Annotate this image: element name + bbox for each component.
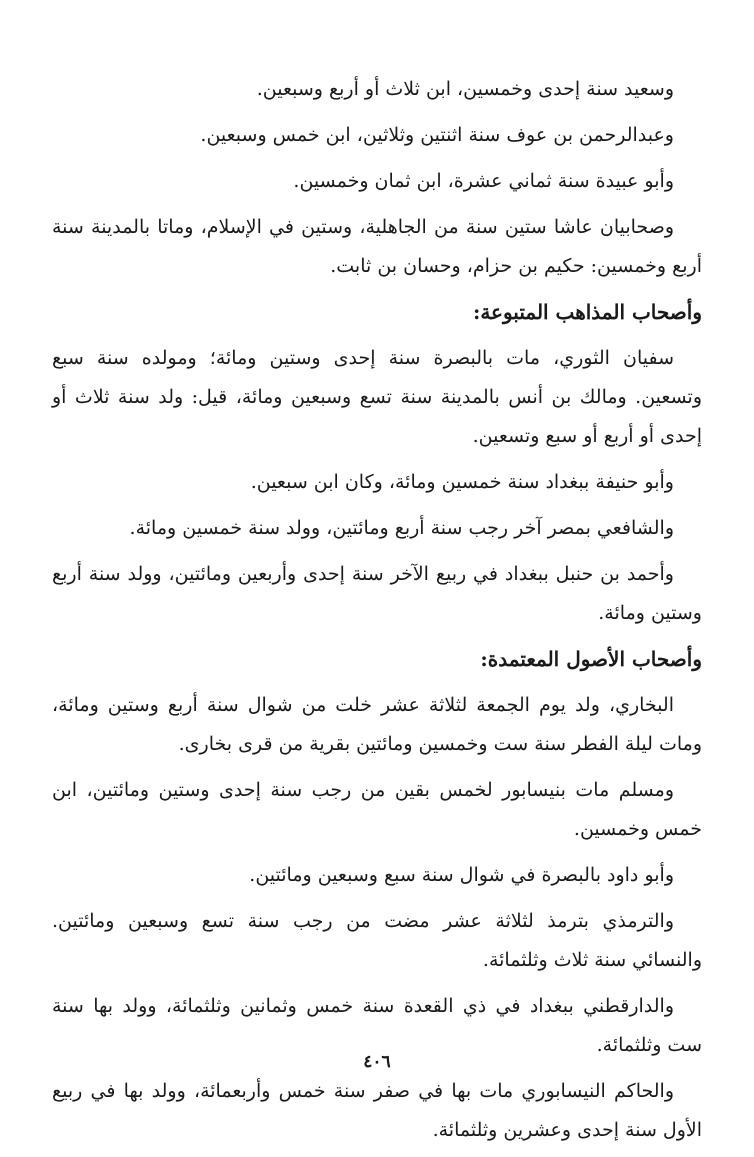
section-heading: وأصحاب المذاهب المتبوعة: <box>472 300 702 324</box>
section-heading: وأصحاب الأصول المعتمدة: <box>480 647 702 671</box>
paragraph: وأبو داود بالبصرة في شوال سنة سبع وسبعين ومائتين. <box>249 864 674 886</box>
paragraph: وأبو عبيدة سنة ثماني عشرة، ابن ثمان وخمسين. <box>293 170 674 192</box>
paragraph: سفيان الثوري، مات بالبصرة سنة إحدى وستين ومائة؛ ومولده سنة سبع وتسعين. ومالك بن أنس بالمدينة سنة تسع وسبعين ومائة، قيل: ولد سنة ثلاث أو إحدى أو أربع أو سبع وتسعين. <box>52 347 702 447</box>
paragraph: وأحمد بن حنبل ببغداد في ربيع الآخر سنة إحدى وأربعين ومائتين، وولد سنة أربع وستين ومائة. <box>52 563 702 624</box>
page-number: ٤٠٦ <box>363 1052 391 1072</box>
paragraph: والدارقطني ببغداد في ذي القعدة سنة خمس وثمانين وثلثمائة، وولد بها سنة ست وثلثمائة. <box>52 995 702 1056</box>
paragraph: وصحابيان عاشا ستين سنة من الجاهلية، وستين في الإسلام، وماتا بالمدينة سنة أربع وخمسين: حكيم بن حزام، وحسان بن ثابت. <box>52 216 702 277</box>
paragraph: والحاكم النيسابوري مات بها في صفر سنة خمس وأربعمائة، وولد بها في ربيع الأول سنة إحدى وعشرين وثلثمائة. <box>52 1080 702 1141</box>
paragraph: ومسلم مات بنيسابور لخمس بقين من رجب سنة إحدى وستين ومائتين، ابن خمس وخمسين. <box>52 779 702 840</box>
paragraph: وسعيد سنة إحدى وخمسين، ابن ثلاث أو أربع وسبعين. <box>256 78 674 100</box>
paragraph: والترمذي بترمذ لثلاثة عشر مضت من رجب سنة تسع وسبعين ومائتين. والنسائي سنة ثلاث وثلثمائة. <box>52 910 702 971</box>
paragraph: والشافعي بمصر آخر رجب سنة أربع ومائتين، وولد سنة خمسين ومائة. <box>129 517 674 539</box>
page-body <box>52 70 702 1157</box>
paragraph: وعبدالرحمن بن عوف سنة اثنتين وثلاثين، ابن خمس وسبعين. <box>200 124 674 146</box>
paragraph: وأبو حنيفة ببغداد سنة خمسين ومائة، وكان ابن سبعين. <box>250 471 674 493</box>
paragraph: البخاري، ولد يوم الجمعة لثلاثة عشر خلت من شوال سنة أربع وستين ومائة، ومات ليلة الفطر سنة ست وخمسين ومائتين بقرية من قرى بخارى. <box>52 694 702 755</box>
